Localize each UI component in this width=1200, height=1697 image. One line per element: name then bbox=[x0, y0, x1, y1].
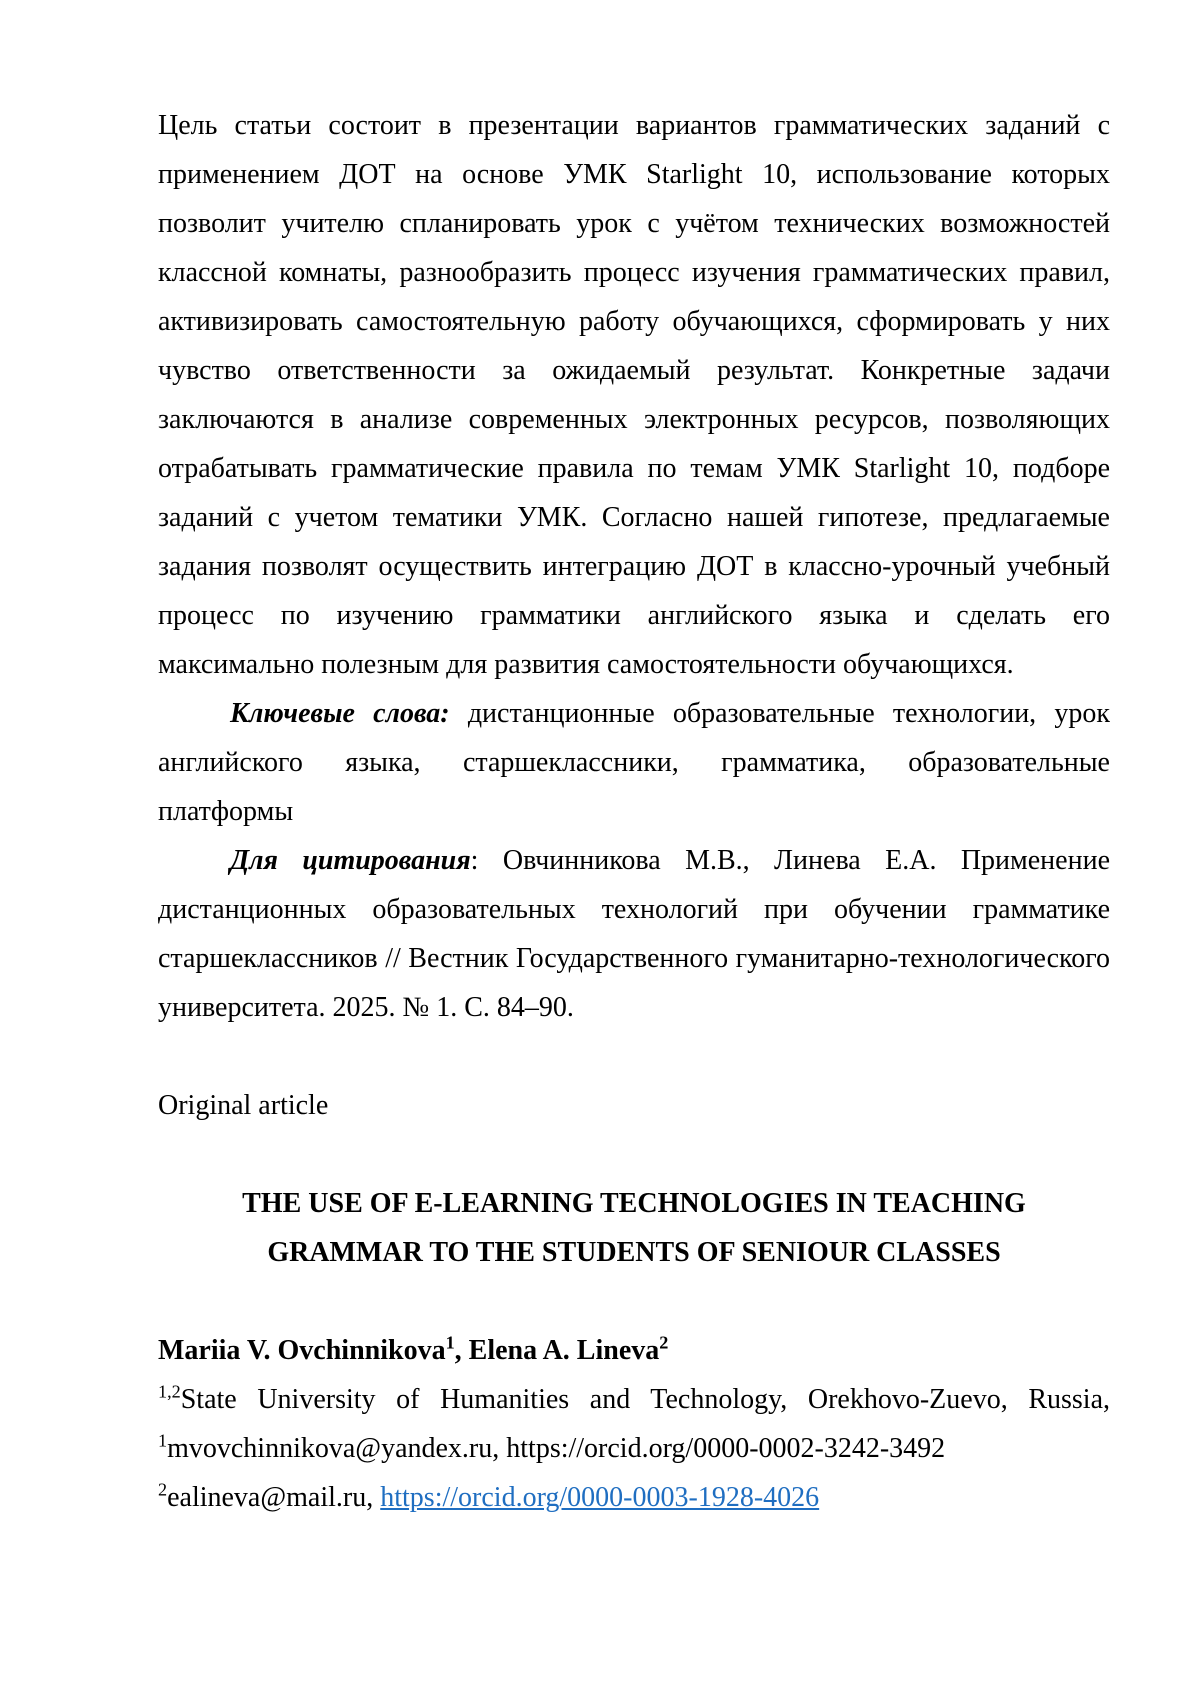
citation-text: : Овчинникова М.В., Линева Е.А. Применение дистанционных образовательных технологий при обучении грамматике старшеклассников // Вестник Государственного гуманитарно-технологического университета. 2025. № 1. С. 84–90. bbox=[158, 845, 1110, 1023]
author-name-2: Elena A. Lineva bbox=[468, 1335, 660, 1366]
article-title bbox=[158, 1179, 1110, 1277]
article-title-line-2: GRAMMAR TO THE STUDENTS OF SENIOUR CLASSES bbox=[267, 1237, 1001, 1268]
contact-orcid-1: https://orcid.org/0000-0002-3242-3492 bbox=[506, 1433, 946, 1464]
article-title-line-1: THE USE OF E-LEARNING TECHNOLOGIES IN TEACHING bbox=[242, 1188, 1026, 1219]
article-type-label: Original article bbox=[158, 1090, 329, 1121]
citation-paragraph bbox=[158, 836, 1110, 1032]
contact-line-2 bbox=[158, 1473, 1110, 1522]
author-name-1: Mariia V. Ovchinnikova bbox=[158, 1335, 446, 1366]
author-affiliation-marker-1: 1 bbox=[445, 1332, 455, 1353]
contact-email-2: ealineva@mail.ru, bbox=[167, 1482, 381, 1513]
contact-marker-1: 1 bbox=[158, 1430, 168, 1451]
keywords-text: дистанционные образовательные технологии, урок английского языка, старшеклассники, грамматика, образовательные платформы bbox=[158, 698, 1111, 827]
authors-separator: , bbox=[454, 1335, 469, 1366]
contact-email-1: mvovchinnikova@yandex.ru, bbox=[167, 1433, 507, 1464]
abstract-paragraph: Цель статьи состоит в презентации вариантов грамматических заданий с применением ДОТ на основе УМК Starlight 10, использование которых позволит учителю спланировать урок с учётом технических возможностей классной комнаты, разнообразить процесс изучения грамматических правил, активизировать самостоятельную работу обучающихся, сформировать у них чувство ответственности за ожидаемый результат. Конкретные задачи заключаются в анализе современных электронных ресурсов, позволяющих отрабатывать грамматические правила по темам УМК Starlight 10, подборе заданий с учетом тематики УМК. Согласно нашей гипотезе, предлагаемые задания позволят осуществить интеграцию ДОТ в классно-урочный учебный процесс по изучению грамматики английского языка и сделать его максимально полезным для развития самостоятельности обучающихся. bbox=[158, 110, 1110, 680]
authors-line bbox=[158, 1326, 1110, 1375]
contact-line-1 bbox=[158, 1424, 1110, 1473]
author-affiliation-marker-2: 2 bbox=[659, 1332, 669, 1353]
contact-marker-2: 2 bbox=[158, 1479, 168, 1500]
affiliation-marker: 1,2 bbox=[158, 1381, 181, 1402]
keywords-paragraph bbox=[158, 689, 1110, 836]
keywords-label: Ключевые слова: bbox=[230, 698, 450, 729]
affiliation-text: State University of Humanities and Technology, Orekhovo-Zuevo, Russia, bbox=[180, 1384, 1110, 1415]
citation-label: Для цитирования bbox=[230, 845, 471, 876]
orcid-link[interactable]: https://orcid.org/0000-0003-1928-4026 bbox=[380, 1482, 820, 1513]
affiliation-line bbox=[158, 1375, 1110, 1424]
